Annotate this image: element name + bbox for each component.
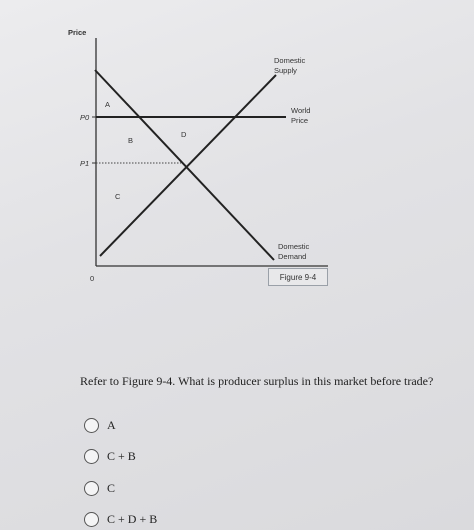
p0-label: P0 xyxy=(80,113,90,122)
question-text: Refer to Figure 9-4. What is producer surplus in this market before trade? xyxy=(80,374,434,388)
radio-button[interactable] xyxy=(84,418,99,433)
area-label-a: A xyxy=(105,100,111,109)
answer-option-c-plus-d-plus-b[interactable] xyxy=(84,510,157,528)
p1-label: P1 xyxy=(80,159,90,168)
area-label-c: C xyxy=(115,192,121,201)
answer-option-c-plus-b[interactable] xyxy=(84,447,136,465)
figure-caption: Figure 9-4 xyxy=(268,268,328,286)
demand-label-line-2: Demand xyxy=(278,252,307,261)
domestic-demand-line xyxy=(95,70,274,260)
figure-9-4 xyxy=(38,16,338,296)
world-price-label-line-1: World xyxy=(291,106,311,115)
radio-button[interactable] xyxy=(84,512,99,527)
price-axis-label: Price xyxy=(68,28,87,37)
area-label-b: B xyxy=(128,136,134,145)
supply-label-line-2: Supply xyxy=(274,66,297,75)
radio-button[interactable] xyxy=(84,481,99,496)
option-label: C + D + B xyxy=(107,511,158,526)
option-label: A xyxy=(107,417,116,432)
option-label: C + B xyxy=(107,448,136,463)
demand-label-line-1: Domestic xyxy=(278,242,310,251)
area-label-d: D xyxy=(181,130,187,139)
supply-label-line-1: Domestic xyxy=(274,56,306,65)
world-price-label-line-2: Price xyxy=(291,116,309,125)
origin-label: 0 xyxy=(90,274,95,283)
answer-option-c[interactable] xyxy=(84,479,115,497)
radio-button[interactable] xyxy=(84,449,99,464)
answer-option-a[interactable] xyxy=(84,416,116,434)
option-label: C xyxy=(107,480,116,495)
